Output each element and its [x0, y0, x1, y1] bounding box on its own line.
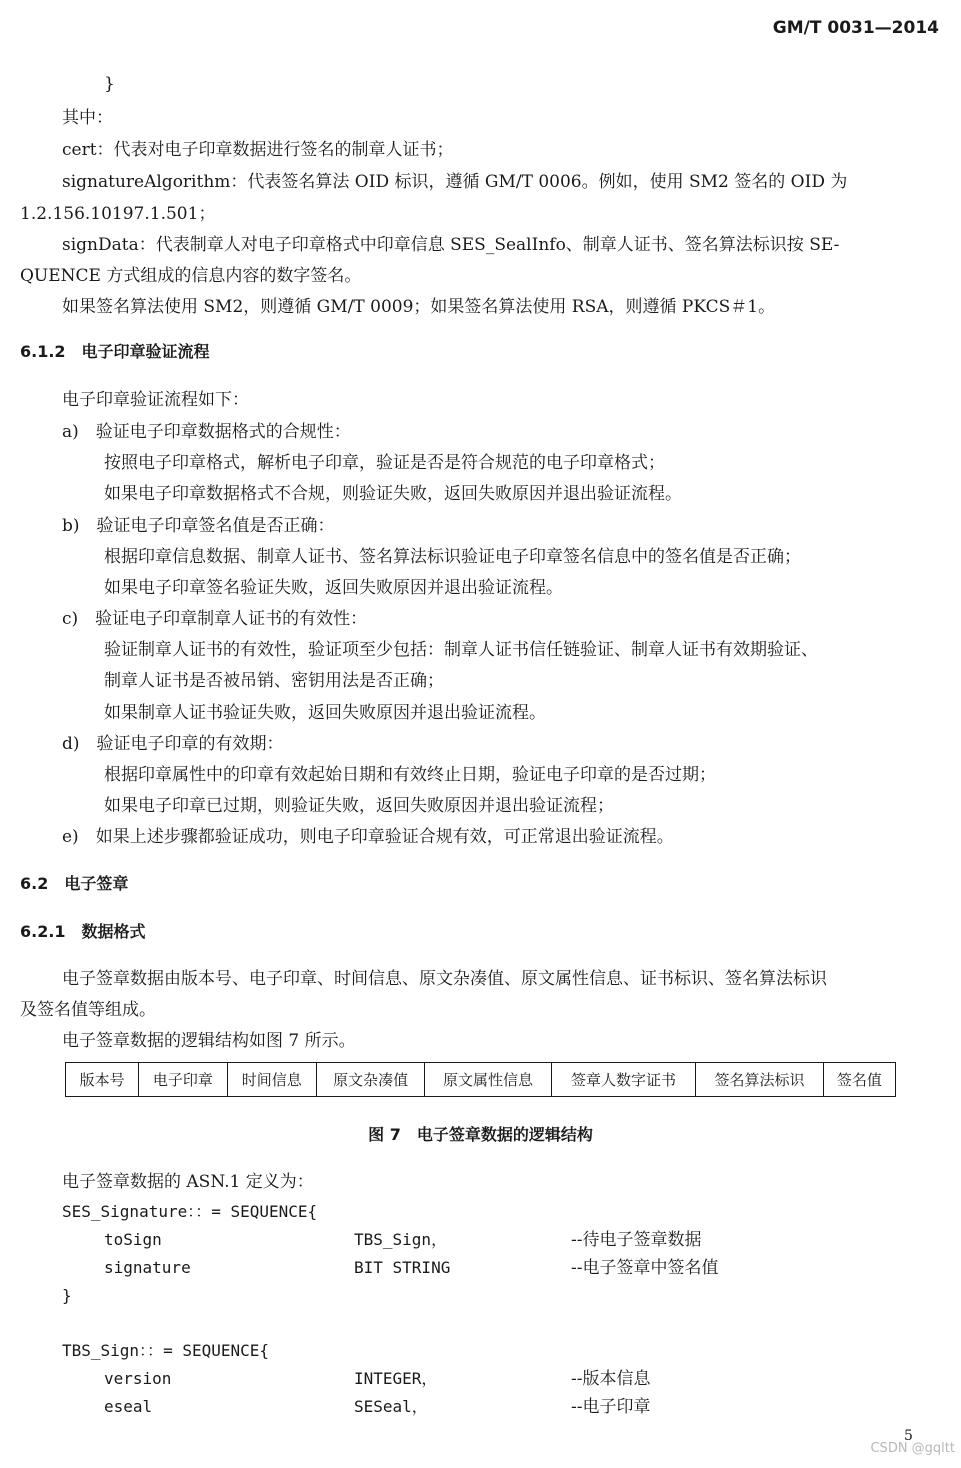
table-row — [66, 1063, 896, 1097]
list-item: a) 验证电子印章数据格式的合规性： — [62, 422, 351, 442]
signature-structure-table — [65, 1062, 896, 1097]
structure-cell: 签名值 — [823, 1063, 895, 1097]
asn-field-name: version — [104, 1369, 172, 1388]
list-item-text: 根据印章信息数据、制章人证书、签名算法标识验证电子印章签名信息中的签名值是否正确； — [104, 547, 801, 567]
paragraph-text: 其中： — [62, 108, 113, 128]
paragraph-text: 电子签章数据的 ASN.1 定义为： — [62, 1172, 314, 1192]
list-item-text: 如果制章人证书验证失败，返回失败原因并退出验证流程。 — [104, 703, 546, 723]
paragraph-text: 电子签章数据的逻辑结构如图 7 所示。 — [62, 1031, 356, 1051]
paragraph-text: 电子印章验证流程如下： — [62, 390, 249, 410]
structure-cell: 原文杂凑值 — [316, 1063, 424, 1097]
asn-field-type: INTEGER， — [354, 1369, 438, 1388]
asn-field-comment: --电子印章 — [571, 1397, 651, 1417]
asn-field-type: BIT STRING — [354, 1258, 451, 1277]
asn-field-comment: --版本信息 — [571, 1369, 651, 1389]
asn-definition-line: SES_Signature：：= SEQUENCE{ — [62, 1202, 318, 1221]
asn-field-name: eseal — [104, 1397, 153, 1416]
page-number: 5 — [904, 1428, 913, 1444]
list-item-text: 如果电子印章数据格式不合规，则验证失败，返回失败原因并退出验证流程。 — [104, 484, 682, 504]
section-heading: 6.2.1 数据格式 — [20, 922, 146, 941]
standard-code: GM/T 0031—2014 — [772, 18, 939, 38]
structure-cell: 时间信息 — [227, 1063, 316, 1097]
structure-cell: 签名算法标识 — [696, 1063, 823, 1097]
closing-brace: } — [62, 1286, 72, 1305]
paragraph-text: signData：代表制章人对电子印章格式中印章信息 SES_SealInfo、制章人证书、签名算法标识按 SE- — [62, 235, 840, 255]
section-heading: 6.1.2 电子印章验证流程 — [20, 342, 210, 361]
list-item: b) 验证电子印章签名值是否正确： — [62, 516, 335, 536]
watermark: CSDN @gqltt — [870, 1441, 955, 1456]
asn-field-type: TBS_Sign， — [354, 1230, 448, 1249]
list-item: e) 如果上述步骤都验证成功，则电子印章验证合规有效，可正常退出验证流程。 — [62, 827, 674, 847]
section-heading: 6.2 电子签章 — [20, 874, 129, 893]
paragraph-text: 1.2.156.10197.1.501； — [20, 204, 216, 224]
asn-field-type: SESeal， — [354, 1397, 428, 1416]
structure-cell: 签章人数字证书 — [551, 1063, 696, 1097]
list-item-text: 如果电子印章签名验证失败，返回失败原因并退出验证流程。 — [104, 578, 563, 598]
asn-definition-line: TBS_Sign：：= SEQUENCE{ — [62, 1341, 270, 1360]
list-item-text: 如果电子印章已过期，则验证失败，返回失败原因并退出验证流程； — [104, 796, 614, 816]
figure-caption: 图 7 电子签章数据的逻辑结构 — [368, 1125, 593, 1144]
list-item-text: 验证制章人证书的有效性，验证项至少包括：制章人证书信任链验证、制章人证书有效期验证、 — [104, 640, 818, 660]
paragraph-text: 如果签名算法使用 SM2，则遵循 GM/T 0009；如果签名算法使用 RSA，则遵循 PKCS＃1。 — [62, 297, 776, 317]
asn-field-comment: --电子签章中签名值 — [571, 1258, 719, 1278]
list-item: d) 验证电子印章的有效期： — [62, 734, 284, 754]
list-item-text: 按照电子印章格式，解析电子印章，验证是否是符合规范的电子印章格式； — [104, 453, 665, 473]
structure-cell: 原文属性信息 — [425, 1063, 551, 1097]
paragraph-text: QUENCE 方式组成的信息内容的数字签名。 — [20, 266, 362, 286]
paragraph-text: 及签名值等组成。 — [20, 1000, 156, 1020]
asn-field-name: toSign — [104, 1230, 162, 1249]
paragraph-text: cert：代表对电子印章数据进行签名的制章人证书； — [62, 140, 454, 160]
paragraph-text: signatureAlgorithm：代表签名算法 OID 标识，遵循 GM/T 0006。例如，使用 SM2 签名的 OID 为 — [62, 172, 848, 192]
structure-cell: 版本号 — [66, 1063, 139, 1097]
list-item-text: 制章人证书是否被吊销、密钥用法是否正确； — [104, 671, 444, 691]
paragraph-text: 电子签章数据由版本号、电子印章、时间信息、原文杂凑值、原文属性信息、证书标识、签名算法标识 — [62, 969, 827, 989]
asn-field-name: signature — [104, 1258, 191, 1277]
asn-field-comment: --待电子签章数据 — [571, 1230, 702, 1250]
list-item-text: 根据印章属性中的印章有效起始日期和有效终止日期，验证电子印章的是否过期； — [104, 765, 716, 785]
list-item: c) 验证电子印章制章人证书的有效性： — [62, 609, 368, 629]
structure-cell: 电子印章 — [139, 1063, 227, 1097]
closing-brace: } — [104, 74, 115, 94]
